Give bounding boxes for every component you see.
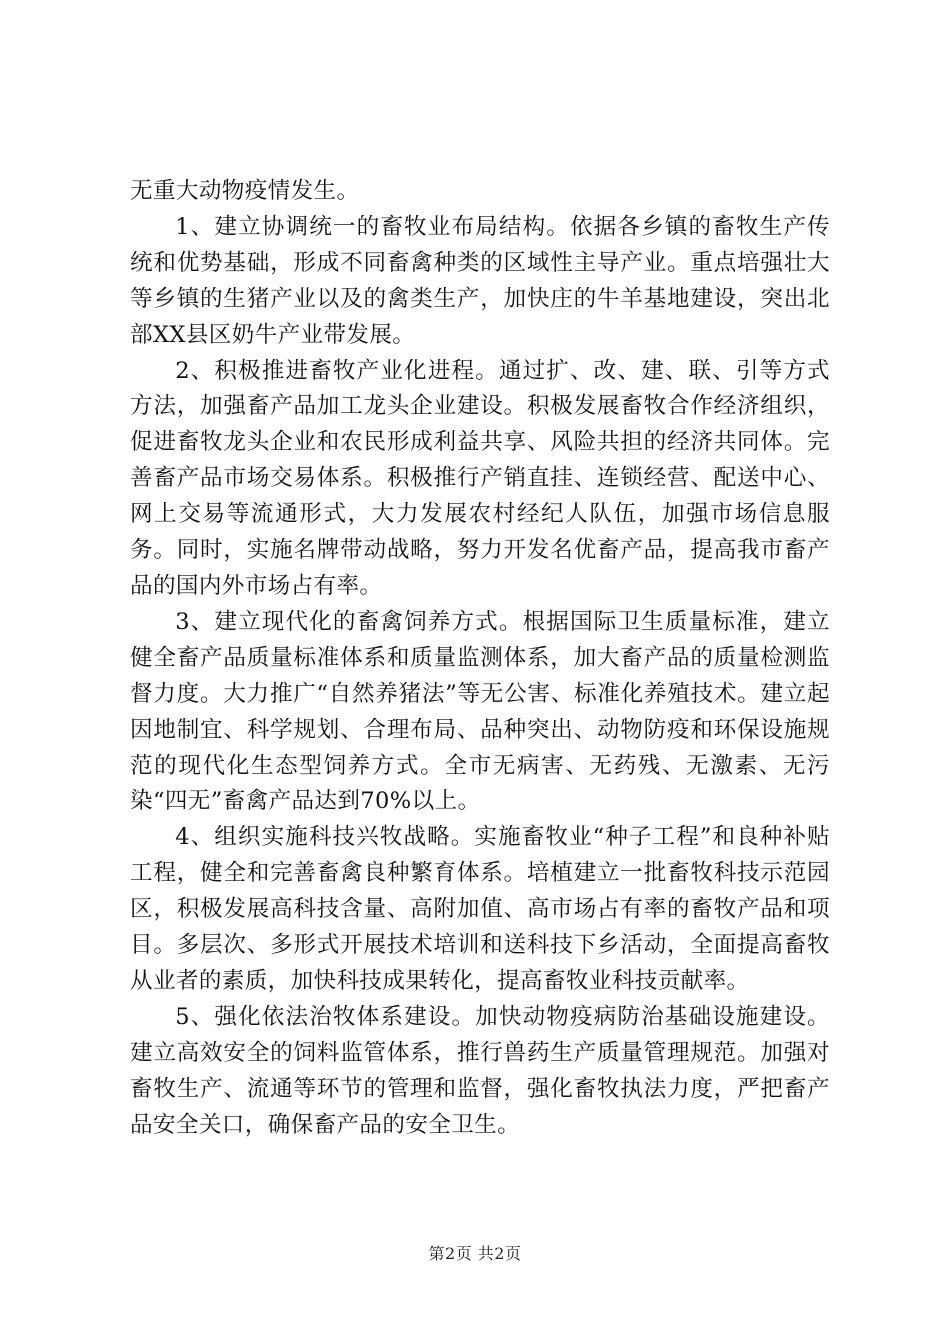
page-footer bbox=[0, 1244, 950, 1264]
paragraph-4: 4、组织实施科技兴牧战略。实施畜牧业“种子工程”和良种补贴工程，健全和完善畜禽良种繁育体系。培植建立一批畜牧科技示范园区，积极发展高科技含量、高附加值、高市场占有率的畜牧产品和项目。多层次、多形式开展技术培训和送科技下乡活动，全面提高畜牧从业者的素质，加快科技成果转化，提高畜牧业科技贡献率。 bbox=[130, 824, 830, 994]
paragraph-1: 1、建立协调统一的畜牧业布局结构。依据各乡镇的畜牧生产传统和优势基础，形成不同畜禽种类的区域性主导产业。重点培强壮大等乡镇的生猪产业以及的禽类生产，加快庄的牛羊基地建设，突出北部XX县区奶牛产业带发展。 bbox=[130, 213, 830, 348]
paragraph-3: 3、建立现代化的畜禽饲养方式。根据国际卫生质量标准，建立健全畜产品质量标准体系和质量监测体系，加大畜产品的质量检测监督力度。大力推广“自然养猪法”等无公害、标准化养殖技术。建立起因地制宜、科学规划、合理布局、品种突出、动物防疫和环保设施规范的现代化生态型饲养方式。全市无病害、无药残、无激素、无污染“四无”畜禽产品达到70%以上。 bbox=[130, 608, 830, 815]
page-number: 第2页 共2页 bbox=[428, 1244, 522, 1263]
paragraph-5: 5、强化依法治牧体系建设。加快动物疫病防治基础设施建设。建立高效安全的饲料监管体系，推行兽药生产质量管理规范。加强对畜牧生产、流通等环节的管理和监督，强化畜牧执法力度，严把畜产品安全关口，确保畜产品的安全卫生。 bbox=[130, 1003, 830, 1138]
document-body bbox=[130, 174, 830, 1143]
paragraph-intro: 无重大动物疫情发生。 bbox=[130, 178, 360, 204]
paragraph-2: 2、积极推进畜牧产业化进程。通过扩、改、建、联、引等方式方法，加强畜产品加工龙头企业建设。积极发展畜牧合作经济组织，促进畜牧龙头企业和农民形成利益共享、风险共担的经济共同体。完善畜产品市场交易体系。积极推行产销直挂、连锁经营、配送中心、网上交易等流通形式，大力发展农村经纪人队伍，加强市场信息服务。同时，实施名牌带动战略，努力开发名优畜产品，提高我市畜产品的国内外市场占有率。 bbox=[130, 357, 830, 599]
